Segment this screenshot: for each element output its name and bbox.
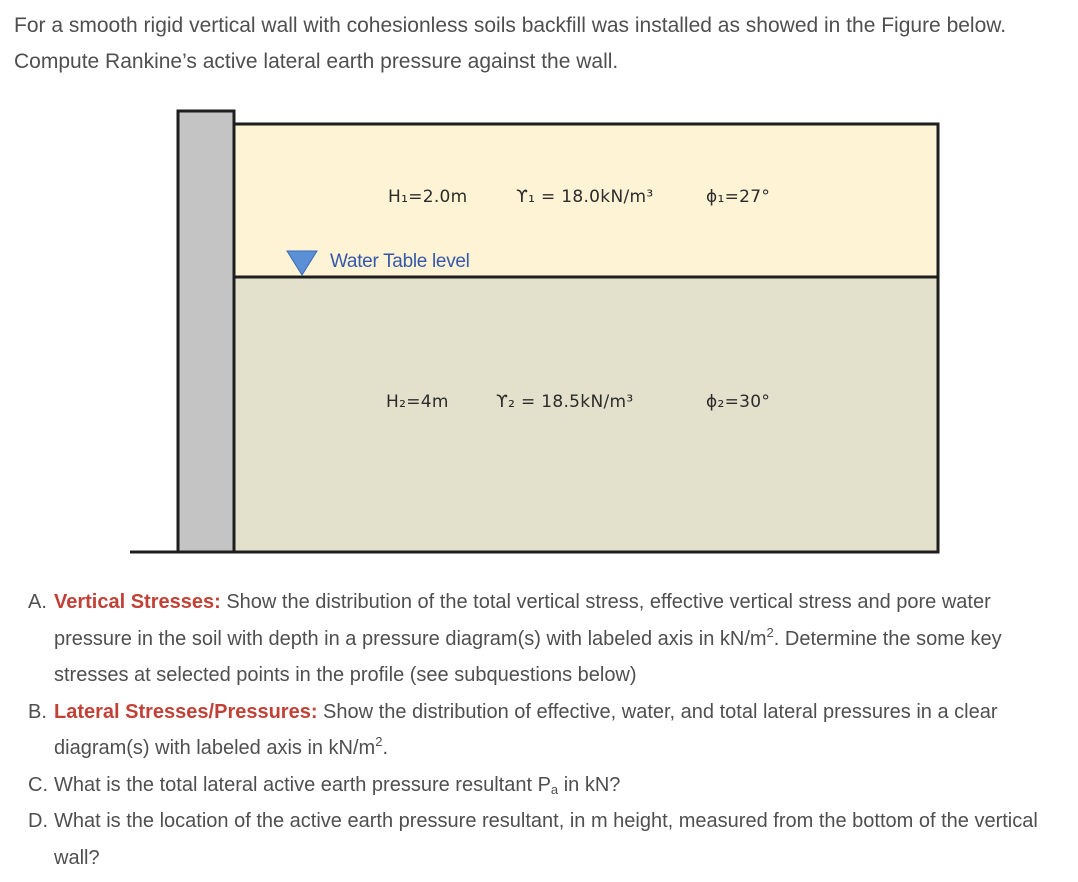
unit-superscript: 2 <box>375 734 383 749</box>
question-text-cont: . Determine the some key stresses at selected points in the profile (see subquestions below) <box>54 627 1002 686</box>
question-c <box>28 767 1058 804</box>
question-letter: D. <box>28 810 48 832</box>
water-table-label: Water Table level <box>330 251 470 272</box>
retaining-wall <box>178 111 234 552</box>
question-text-cont: in kN? <box>558 773 621 796</box>
layer1-friction-angle-label: ϕ₁=27° <box>706 187 771 207</box>
layer2-friction-angle-label: ϕ₂=30° <box>706 392 771 412</box>
question-list <box>28 584 1058 876</box>
layer1-unit-weight-label: ϒ₁ = 18.0kN/m³ <box>516 187 654 207</box>
resultant-subscript: a <box>550 781 559 797</box>
question-letter: B. <box>28 700 47 723</box>
question-text-cont: . <box>382 737 389 759</box>
problem-intro: For a smooth rigid vertical wall with cohesionless soils backfill was installed as showed in the Figure below. Compute Rankine’s active lateral earth pressure against the wall. <box>14 14 1007 73</box>
layer2-height-label: H₂=4m <box>386 392 449 412</box>
question-text: Show the distribution of the total vertical stress, effective vertical stress and pore water pressure in the soil with depth in a pressure diagram(s) with labeled axis in kN/m <box>54 591 991 650</box>
unit-superscript: 2 <box>766 624 774 640</box>
question-text: What is the total lateral active earth pressure resultant P <box>54 773 551 796</box>
question-d <box>28 803 1058 876</box>
question-text: Show the distribution of effective, water, and total lateral pressures in a clear diagram(s) with labeled axis in kN/m <box>54 700 998 759</box>
layer2-unit-weight-label: ϒ₂ = 18.5kN/m³ <box>496 392 634 412</box>
question-heading: Lateral Stresses/Pressures: <box>54 700 318 723</box>
question-heading: Vertical Stresses: <box>54 591 221 613</box>
question-b <box>28 694 1058 767</box>
question-letter: C. <box>28 773 48 796</box>
question-text: What is the location of the active earth pressure resultant, in m height, measured from the bottom of the vertical wall? <box>54 810 1038 869</box>
question-letter: A. <box>28 591 47 613</box>
soil-layer-2 <box>234 277 938 552</box>
layer1-height-label: H₁=2.0m <box>388 187 468 207</box>
question-a <box>28 584 1058 694</box>
